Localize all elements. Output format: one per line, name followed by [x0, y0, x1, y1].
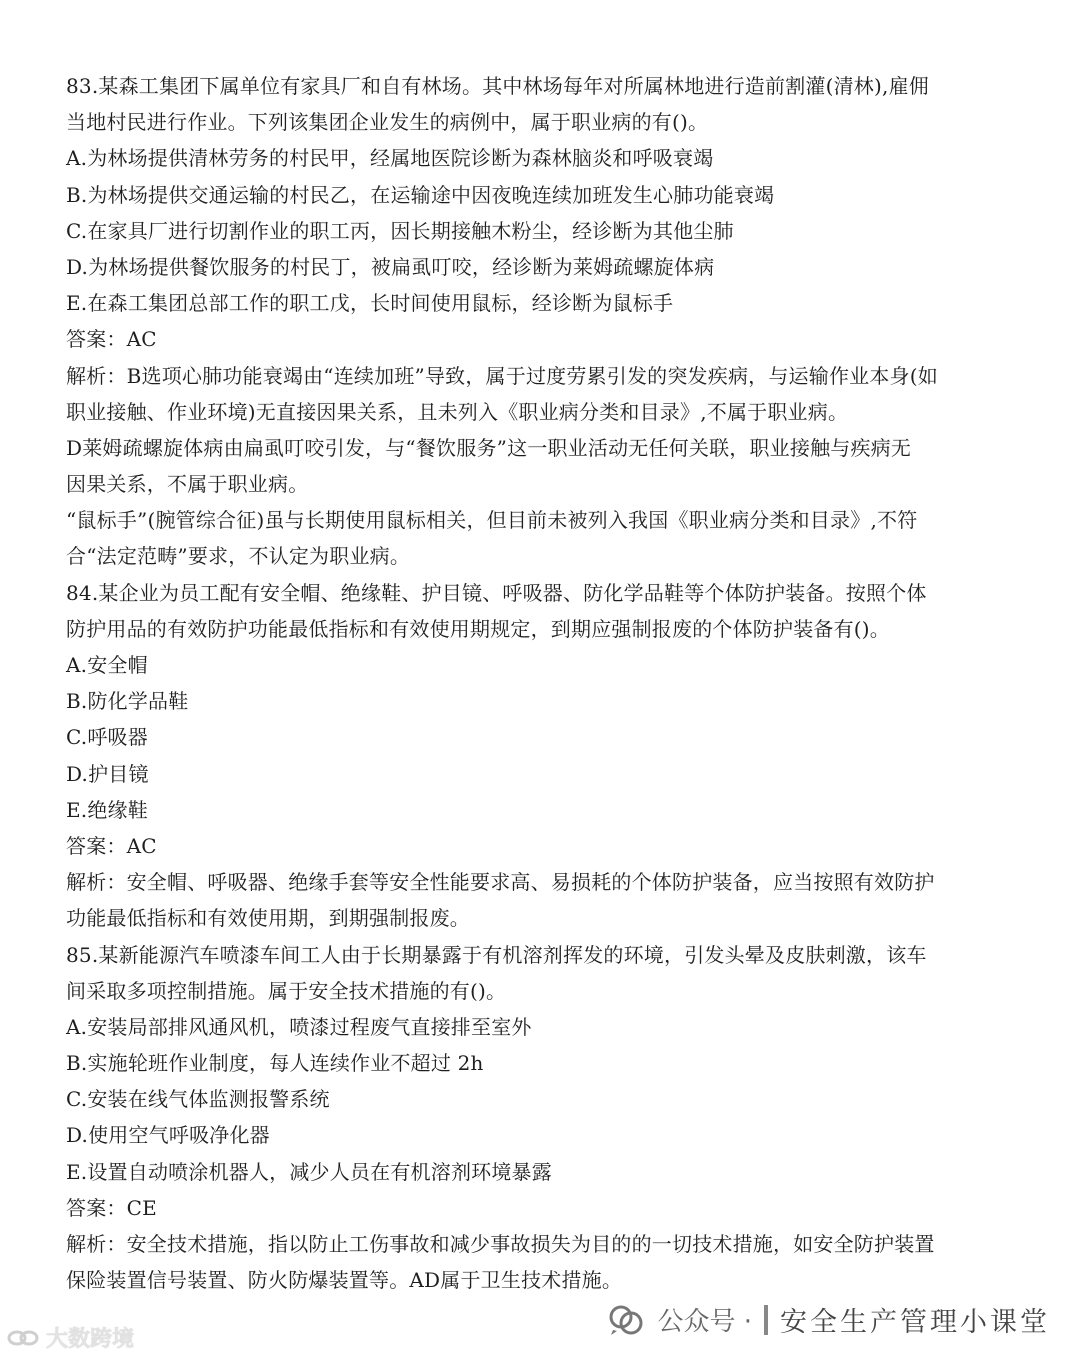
- text-line: 84.某企业为员工配有安全帽、绝缘鞋、护目镜、呼吸器、防化学品鞋等个体防护装备。按照个体: [66, 580, 927, 605]
- official-account-bar: [607, 1300, 1050, 1339]
- text-line: A.为林场提供清林劳务的村民甲，经属地医院诊断为森林脑炎和呼吸衰竭: [66, 146, 714, 171]
- text-line: D.护目镜: [66, 761, 149, 786]
- document-body: [66, 68, 1016, 1298]
- text-line: D莱姆疏螺旋体病由扁虱叮咬引发，与“餐饮服务”这一职业活动无任何关联，职业接触与疾病无: [66, 435, 912, 460]
- watermark-text: 大数跨境: [46, 1327, 135, 1352]
- account-name: 安全生产管理小课堂: [780, 1307, 1050, 1338]
- text-line: 职业接触、作业环境)无直接因果关系，且未列入《职业病分类和目录》,不属于职业病。: [66, 399, 849, 424]
- text-line: 答案：CE: [66, 1195, 157, 1220]
- text-line: C.在家具厂进行切割作业的职工丙，因长期接触木粉尘，经诊断为其他尘肺: [66, 218, 734, 243]
- text-line: D.使用空气呼吸净化器: [66, 1123, 270, 1148]
- wechat-official-account-icon: [607, 1303, 645, 1337]
- text-line: B.实施轮班作业制度，每人连续作业不超过 2h: [66, 1051, 484, 1076]
- text-line: 间采取多项控制措施。属于安全技术措施的有()。: [66, 978, 507, 1003]
- text-line: B.防化学品鞋: [66, 689, 189, 714]
- text-line: 解析：B选项心肺功能衰竭由“连续加班”导致，属于过度劳累引发的突发疾病，与运输作业本身(如: [66, 363, 938, 388]
- text-line: 当地村民进行作业。下列该集团企业发生的病例中，属于职业病的有()。: [66, 110, 709, 135]
- text-line: B.为林场提供交通运输的村民乙，在运输途中因夜晚连续加班发生心肺功能衰竭: [66, 182, 775, 207]
- text-line: E.绝缘鞋: [66, 797, 148, 822]
- text-line: D.为林场提供餐饮服务的村民丁，被扁虱叮咬，经诊断为莱姆疏螺旋体病: [66, 254, 715, 279]
- text-line: 保险装置信号装置、防火防爆装置等。AD属于卫生技术措施。: [66, 1268, 623, 1293]
- text-line: 83.某森工集团下属单位有家具厂和自有林场。其中林场每年对所属林地进行造前割灌(清林),雇佣: [66, 74, 929, 98]
- account-divider: [764, 1305, 768, 1335]
- text-line: 合“法定范畴”要求，不认定为职业病。: [66, 544, 411, 569]
- text-line: 解析：安全帽、呼吸器、绝缘手套等安全性能要求高、易损耗的个体防护装备，应当按照有效防护: [66, 870, 935, 895]
- text-line: 85.某新能源汽车喷漆车间工人由于长期暴露于有机溶剂挥发的环境，引发头晕及皮肤刺激，该车: [66, 942, 927, 967]
- text-line: E.设置自动喷涂机器人，减少人员在有机溶剂环境暴露: [66, 1159, 552, 1184]
- text-line: 答案：AC: [66, 327, 157, 352]
- text-line: C.呼吸器: [66, 725, 148, 750]
- chain-logo-icon: [6, 1326, 40, 1350]
- text-line: A.安装局部排风通风机，喷漆过程废气直接排至室外: [66, 1014, 532, 1039]
- text-line: “鼠标手”(腕管综合征)虽与长期使用鼠标相关，但目前未被列入我国《职业病分类和目录》,不符: [66, 508, 918, 533]
- watermark: [6, 1322, 134, 1353]
- text-line: 因果关系，不属于职业病。: [66, 472, 309, 497]
- text-line: C.安装在线气体监测报警系统: [66, 1087, 330, 1112]
- text-line: E.在森工集团总部工作的职工戊，长时间使用鼠标，经诊断为鼠标手: [66, 291, 674, 316]
- text-line: 防护用品的有效防护功能最低指标和有效使用期规定，到期应强制报废的个体防护装备有()。: [66, 616, 891, 641]
- text-line: 功能最低指标和有效使用期，到期强制报废。: [66, 906, 470, 931]
- account-label: 公众号 ·: [657, 1307, 752, 1337]
- text-line: 答案：AC: [66, 833, 157, 858]
- text-line: A.安全帽: [66, 653, 148, 677]
- text-line: 解析：安全技术措施，指以防止工伤事故和减少事故损失为目的的一切技术措施，如安全防护装置: [66, 1232, 935, 1256]
